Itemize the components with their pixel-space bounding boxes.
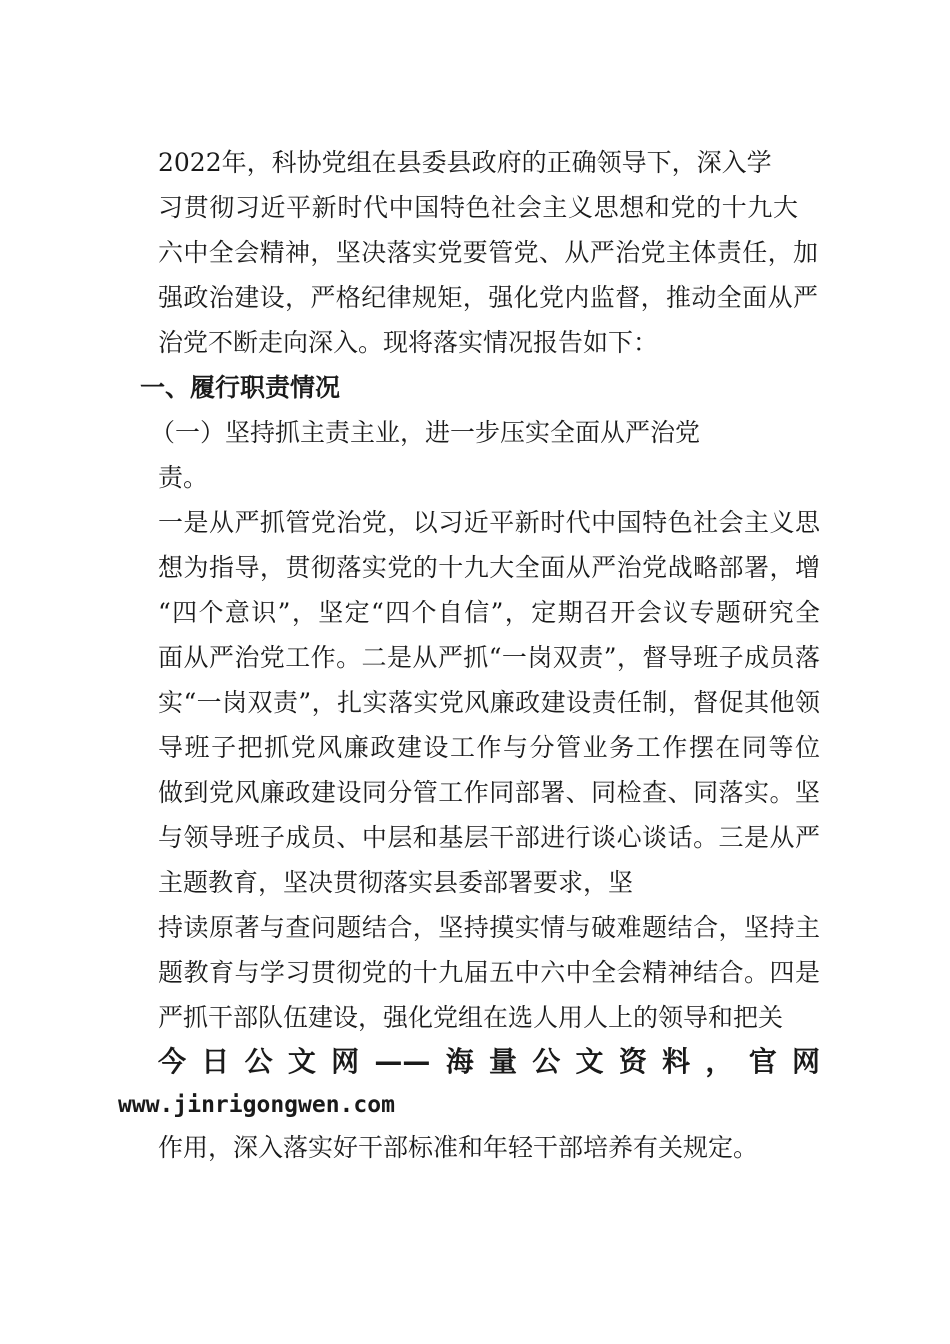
body-line-11: 题教育与学习贯彻党的十九届五中六中全会精神结合。四是 (158, 958, 820, 987)
intro-line-2: 习贯彻习近平新时代中国特色社会主义思想和党的十九大 (158, 193, 798, 222)
section-heading: 一、履行职责情况 (140, 373, 341, 402)
body-line-4: 面从严治党工作。二是从严抓“一岗双责”，督导班子成员落 (158, 643, 820, 672)
body-line-7: 做到党风廉政建设同分管工作同部署、同检查、同落实。坚 (158, 778, 820, 807)
body-line-9: 主题教育，坚决贯彻落实县委部署要求，坚 (158, 868, 634, 897)
body-line-12: 严抓干部队伍建设，强化党组在选人用人上的领导和把关 (158, 1003, 784, 1032)
body-line-5: 实“一岗双责”，扎实落实党风廉政建设责任制，督促其他领 (158, 688, 820, 717)
body-line-6: 导班子把抓党风廉政建设工作与分管业务工作摆在同等位 (158, 733, 820, 762)
body-line-2: 想为指导，贯彻落实党的十九大全面从严治党战略部署，增 (158, 553, 820, 582)
body-line-3: “四个意识”，坚定“四个自信”，定期召开会议专题研究全 (158, 598, 820, 627)
closing-line: 作用，深入落实好干部标准和年轻干部培养有关规定。 (158, 1133, 759, 1162)
body-line-10: 持读原著与查问题结合，坚持摸实情与破难题结合，坚持主 (158, 913, 820, 942)
watermark-url: www.jinrigongwen.com (118, 1092, 395, 1118)
subheading-line-1: （一）坚持抓主责主业，进一步压实全面从严治党 (150, 418, 701, 447)
intro-line-4: 强政治建设，严格纪律规矩，强化党内监督，推动全面从严 (158, 283, 818, 312)
intro-line-1: 2022年，科协党组在县委县政府的正确领导下，深入学 (158, 148, 772, 177)
body-line-1: 一是从严抓管党治党，以习近平新时代中国特色社会主义思 (158, 508, 820, 537)
intro-line-3: 六中全会精神，坚决落实党要管党、从严治党主体责任，加 (158, 238, 818, 267)
subheading-line-2: 责。 (158, 463, 209, 492)
intro-line-5: 治党不断走向深入。现将落实情况报告如下： (158, 328, 659, 357)
body-line-8: 与领导班子成员、中层和基层干部进行谈心谈话。三是从严 (158, 823, 820, 852)
watermark-banner: 今日公文网——海量公文资料，官网 (158, 1045, 820, 1078)
